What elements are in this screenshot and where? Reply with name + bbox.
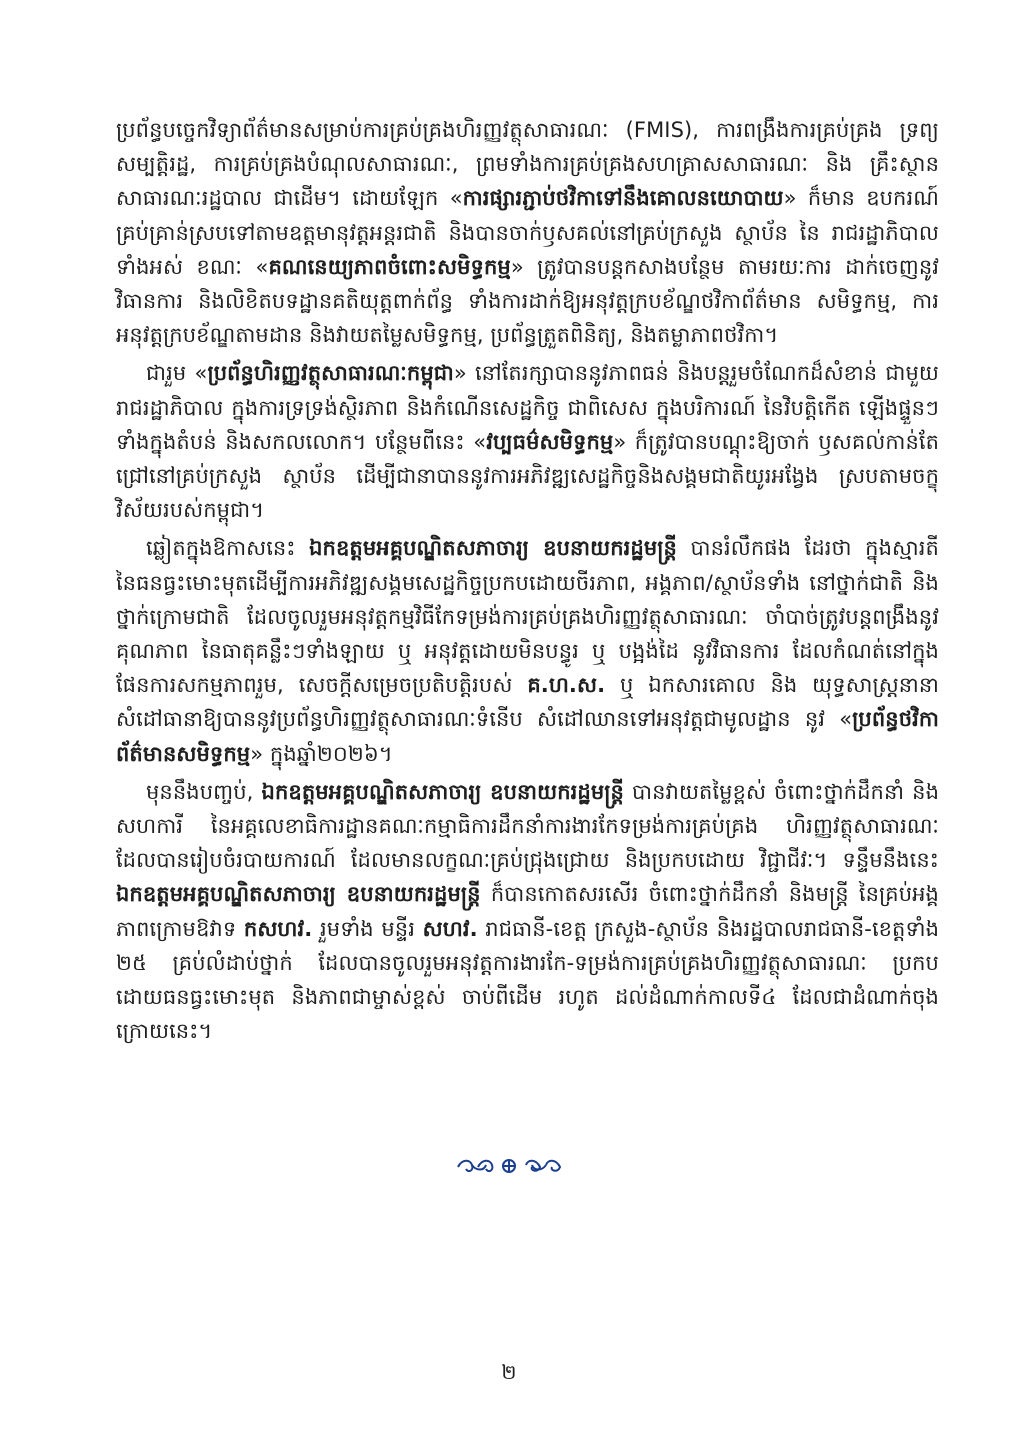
- decorative-divider-ornament-icon: [454, 1153, 564, 1179]
- paragraph: [116, 113, 939, 352]
- bold-phrase: វប្បធម៌សមិទ្ធកម្ម: [486, 429, 614, 454]
- paragraph: [116, 356, 939, 527]
- bold-phrase: ការផ្សារភ្ជាប់ថវិកាទៅនឹងគោលនយោបាយ: [462, 186, 784, 211]
- bold-phrase: ឯកឧត្តមអគ្គបណ្ឌិតសភាចារ្យ ឧបនាយករដ្ឋមន្ត្រី: [309, 536, 677, 561]
- body-text: [116, 113, 939, 1052]
- bold-phrase: កសហវ.: [243, 916, 313, 941]
- paragraph: [116, 775, 939, 1049]
- bold-phrase: ឯកឧត្តមអគ្គបណ្ឌិតសភាចារ្យ ឧបនាយករដ្ឋមន្ត្រី: [116, 882, 481, 907]
- text-run: » ក៏ត្រូវបានបណ្តុះឱ្យចាក់ ឫសគល់កាន់តែជ្រៅនៅគ្រប់ក្រសួង ស្ថាប័ន ដើម្បីជានាបាននូវការអភិវឌ្ឍសេដ្ឋកិច្ចនិងសង្គមជាតិយូរអង្វែង ស្របតាមចក្ខុវិស័យរបស់កម្ពុជា។: [116, 429, 939, 523]
- text-run: រួមទាំង មន្ទីរ: [312, 916, 423, 941]
- text-run: បានវាយតម្លៃខ្ពស់ ចំពោះថ្នាក់ដឹកនាំ និងសហការី នៃអគ្គលេខាធិការដ្ឋានគណៈកម្មាធិការដឹកនាំការងារកែទម្រង់ការគ្រប់គ្រង ហិរញ្ញវត្ថុសាធារណៈ ដែលបានរៀបចំរបាយការណ៍ ដែលមានលក្ខណៈគ្រប់ជ្រុងជ្រោយ និងប្រកបដោយ វិជ្ជាជីវៈ។ ទន្ទឹមនឹងនេះ: [116, 779, 939, 873]
- bold-phrase: ប្រព័ន្ធថវិកាព័ត៌មានសមិទ្ធកម្ម: [116, 707, 939, 766]
- section-end-ornament-icon: [0, 1153, 1018, 1183]
- text-run: ឆ្លៀតក្នុងឱកាសនេះ: [146, 536, 310, 561]
- bold-phrase: ប្រព័ន្ធហិរញ្ញវត្ថុសាធារណៈកម្ពុជា: [207, 361, 454, 386]
- text-run: ឬ ឯកសារគោល និង យុទ្ធសាស្ត្រនានា សំដៅធានាឱ្យបាននូវប្រព័ន្ធហិរញ្ញវត្ថុសាធារណៈទំនើប សំដៅឈានទៅអនុវត្តជាមូលដ្ឋាន នូវ «: [116, 673, 939, 732]
- text-run: បានរំលឹកផង ដែរថា ក្នុងស្មារតី នៃធនធ្វះមោះមុតដើម្បីការអភិវឌ្ឍសង្គមសេដ្ឋកិច្ចប្រកបដោយចីរភាព, អង្គភាព/ស្ថាប័នទាំង នៅថ្នាក់ជាតិ និងថ្នាក់ក្រោមជាតិ ដែលចូលរួមអនុវត្តកម្មវិធីកែទម្រង់ការគ្រប់គ្រងហិរញ្ញវត្ថុសាធារណៈ ចាំបាច់ត្រូវបន្តពង្រឹងនូវគុណភាព នៃធាតុគន្លឹះៗទាំងឡាយ ឬ អនុវត្តដោយមិនបន្ធូរ ឬ បង្អង់ដៃ នូវវិធានការ ដែលកំណត់នៅក្នុងផែនការសកម្មភាពរួម, សេចក្តីសម្រេចប្រតិបត្តិរបស់: [116, 536, 939, 698]
- bold-phrase: គ.ហ.ស.: [527, 673, 606, 698]
- text-run: » ក៏មាន ឧបករណ៍គ្រប់គ្រាន់ស្របទៅតាមឧត្តមានុវត្តអន្តរជាតិ និងបានចាក់ឫសគល់នៅគ្រប់ក្រសួង ស្ថាប័ន នៃ រាជរដ្ឋាភិបាលទាំងអស់ ខណៈ «: [116, 186, 939, 279]
- paragraph: [116, 531, 939, 770]
- text-run: រាជធានី-ខេត្ត ក្រសួង-ស្ថាប័ន និងរដ្ឋបាលរាជធានី-ខេត្តទាំង ២៥ គ្រប់លំដាប់ថ្នាក់ ដែលបានចូលរួមអនុវត្តការងារកែ-ទម្រង់ការគ្រប់គ្រងហិរញ្ញវត្ថុសាធារណៈ ប្រកបដោយធនធ្វះមោះមុត និងភាពជាម្ចាស់ខ្ពស់ ចាប់ពីដើម រហូត ដល់ដំណាក់កាលទី៤ ដែលជាដំណាក់ចុងក្រោយនេះ។: [116, 916, 940, 1044]
- bold-phrase: ឯកឧត្តមអគ្គបណ្ឌិតសភាចារ្យ ឧបនាយករដ្ឋមន្ត្រី: [261, 779, 624, 804]
- text-run: » ត្រូវបានបន្តកសាងបន្ថែម តាមរយៈការ ដាក់ចេញនូវវិធានការ និងលិខិតបទដ្ឋានគតិយុត្តពាក់ព័ន្ធ ទាំងការដាក់ឱ្យអនុវត្តក្របខ័ណ្ឌថវិកាព័ត៌មាន សមិទ្ធកម្ម, ការអនុវត្តក្របខ័ណ្ឌតាមដាន និងវាយតម្លៃសមិទ្ធកម្ម, ប្រព័ន្ធត្រួតពិនិត្យ, និងតម្លាភាពថវិកា។: [116, 254, 940, 348]
- bold-phrase: សហវ.: [422, 916, 478, 941]
- text-run: មុននឹងបញ្ចប់,: [146, 779, 262, 804]
- text-run: » ក្នុងឆ្នាំ២០២៦។: [250, 741, 393, 766]
- page-number: ២: [501, 1360, 517, 1384]
- text-run: ប្រព័ន្ធបច្ចេកវិទ្យាព័ត៌មានសម្រាប់ការគ្រប់គ្រងហិរញ្ញវត្ថុសាធារណៈ (FMIS), ការពង្រឹងការគ្រប់គ្រង ទ្រព្យសម្បត្តិរដ្ឋ, ការគ្រប់គ្រងបំណុលសាធារណៈ, ព្រមទាំងការគ្រប់គ្រងសហគ្រាសសាធារណៈ និង គ្រឹះស្ថានសាធារណៈរដ្ឋបាល ជាដើម។ ដោយឡែក «: [116, 118, 939, 211]
- text-run: ជារួម «: [146, 361, 208, 386]
- text-run: ក៏បានកោតសរសើរ ចំពោះថ្នាក់ដឹកនាំ និងមន្ត្រី នៃគ្រប់អង្គភាពក្រោមឱវាទ: [116, 882, 939, 941]
- text-run: » នៅតែរក្សាបាននូវភាពធន់ និងបន្តរួមចំណែកដ៏សំខាន់ ជាមួយរាជរដ្ឋាភិបាល ក្នុងការទ្រទ្រង់ស្ថិរភាព និងកំណើនសេដ្ឋកិច្ច ជាពិសេស ក្នុងបរិការណ៍ នៃវិបត្តិកើត ឡើងផ្ទួនៗ ទាំងក្នុងតំបន់ និងសកលលោក។ បន្ថែមពីនេះ «: [116, 361, 940, 454]
- bold-phrase: គណនេយ្យភាពចំពោះសមិទ្ធកម្ម: [268, 254, 511, 279]
